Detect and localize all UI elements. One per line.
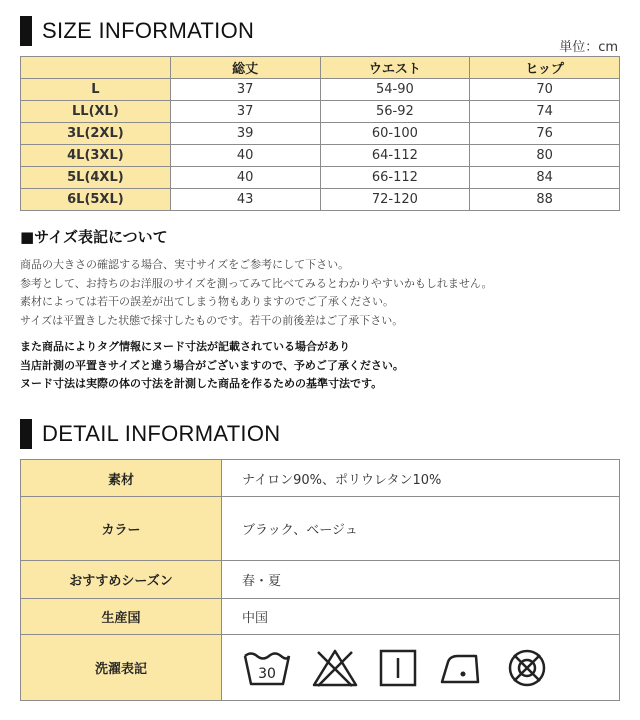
waist-cell: 56-92 [320,101,470,123]
length-cell: 43 [170,189,320,211]
size-cell: 5L(4XL) [21,167,171,189]
size-cell: 6L(5XL) [21,189,171,211]
origin-value: 中国 [222,599,620,635]
no-bleach-icon [312,648,358,688]
note-line: 参考として、お持ちのお洋服のサイズを測ってみて比べてみるとわかりやすいかもしれません。 [20,276,493,290]
bold-note-line: 当店計測の平置きサイズと違う場合がございますので、予めご了承ください。 [20,358,404,372]
care-icons [242,647,619,689]
waist-cell: 66-112 [320,167,470,189]
bold-note-line: また商品によりタグ情報にヌード寸法が記載されている場合があり [20,340,350,353]
length-cell: 37 [170,79,320,101]
material-label: 素材 [21,460,222,497]
hip-cell: 74 [470,101,620,123]
length-cell: 39 [170,123,320,145]
hip-cell: 70 [470,79,620,101]
length-cell: 40 [170,167,320,189]
nude-size-notes [20,338,620,394]
note-line: 商品の大きさの確認する場合、実寸サイズをご参考にして下さい。 [20,258,350,271]
length-cell: 37 [170,101,320,123]
size-table-header-row [21,57,620,79]
size-title-text: SIZE INFORMATION [42,18,255,43]
waist-cell: 60-100 [320,123,470,145]
note-line: 素材によっては若干の誤差が出てしまう物もありますのでご了承ください。 [20,295,394,308]
size-cell: LL(XL) [21,101,171,123]
waist-cell: 72-120 [320,189,470,211]
note-line: サイズは平置きした状態で採寸したものです。若干の前後差はご了承下さい。 [20,313,404,327]
title-bar [20,16,32,46]
header-hip: ヒップ [470,57,620,79]
hip-cell: 84 [470,167,620,189]
color-label: カラー [21,497,222,561]
material-value: ナイロン90%、ポリウレタン10% [222,460,620,497]
size-table [20,56,620,211]
wash-temp-text: 30 [258,665,276,682]
size-notes-heading: ■サイズ表記について [20,228,168,246]
table-row [21,460,620,497]
iron-low-icon [438,648,486,688]
size-cell: 3L(2XL) [21,123,171,145]
table-row [21,101,620,123]
size-cell: 4L(3XL) [21,145,171,167]
table-row [21,497,620,561]
detail-section-title [20,419,280,449]
season-label: おすすめシーズン [21,561,222,599]
header-length: 総丈 [170,57,320,79]
line-dry-icon [378,648,418,688]
no-tumble-dry-icon [506,647,548,689]
care-symbols-cell [222,635,620,701]
size-notes [20,256,620,330]
waist-cell: 54-90 [320,79,470,101]
table-row [21,167,620,189]
hip-cell: 80 [470,145,620,167]
size-section-title [20,16,254,46]
color-value: ブラック、ベージュ [222,497,620,561]
season-value: 春・夏 [222,561,620,599]
header-blank [21,57,171,79]
wash-30-icon [242,648,292,688]
table-row [21,189,620,211]
bold-note-line: ヌード寸法は実際の体の寸法を計測した商品を作るための基準寸法です。 [20,377,383,390]
hip-cell: 76 [470,123,620,145]
waist-cell: 64-112 [320,145,470,167]
table-row [21,79,620,101]
title-bar [20,419,32,449]
length-cell: 40 [170,145,320,167]
detail-table [20,459,620,701]
hip-cell: 88 [470,189,620,211]
origin-label: 生産国 [21,599,222,635]
table-row [21,599,620,635]
detail-title-text: DETAIL INFORMATION [42,421,281,446]
header-waist: ウエスト [320,57,470,79]
size-cell: L [21,79,171,101]
table-row [21,145,620,167]
care-label: 洗濯表記 [21,635,222,701]
table-row [21,123,620,145]
table-row [21,635,620,701]
unit-label: 単位：cm [559,40,618,55]
table-row [21,561,620,599]
